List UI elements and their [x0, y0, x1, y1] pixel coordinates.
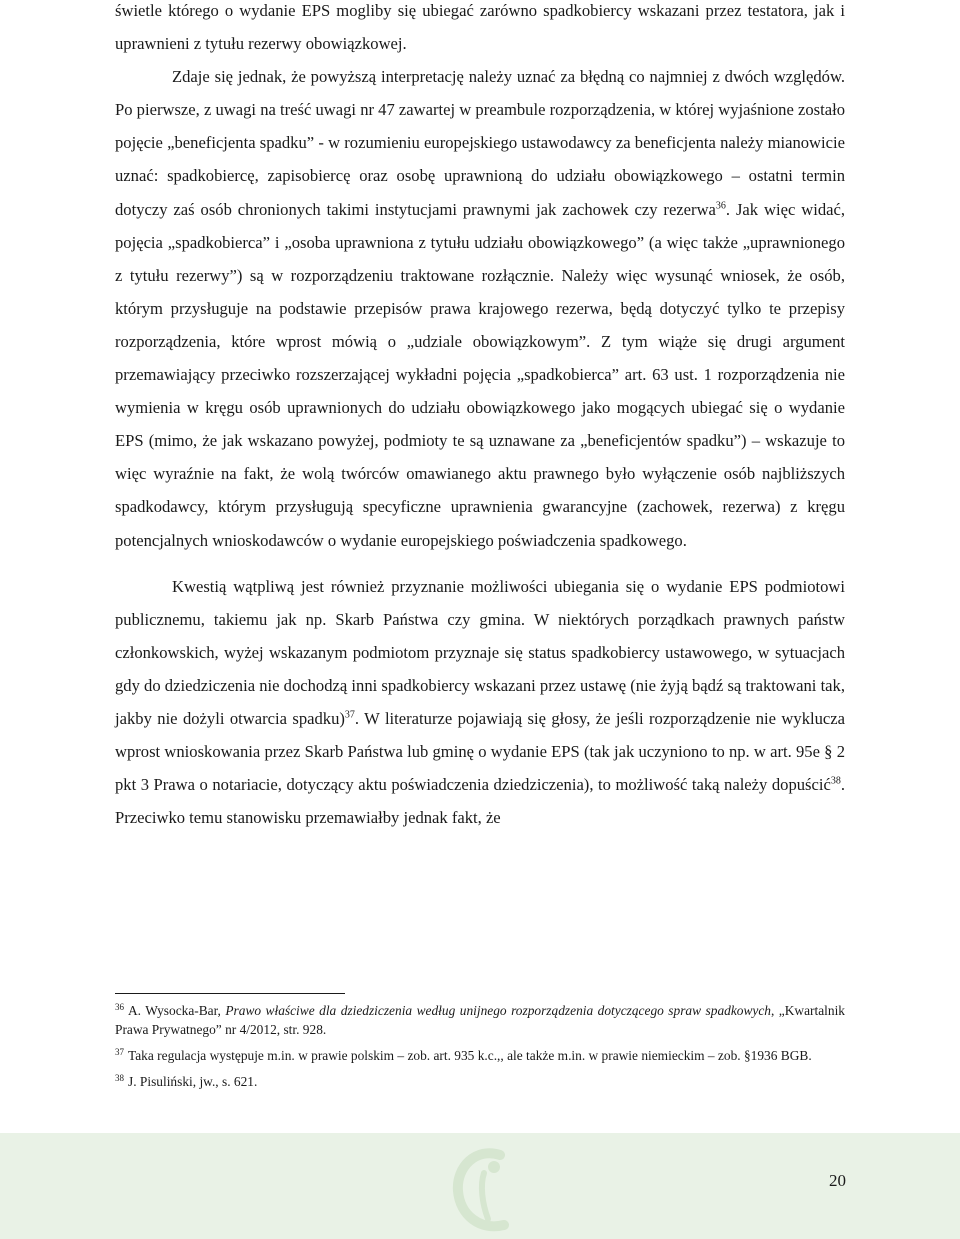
footnote-separator [115, 993, 345, 994]
footnote-text: J. Pisuliński, jw., s. 621. [128, 1074, 258, 1089]
footnote-number: 38 [115, 1072, 124, 1083]
footnote-text: Taka regulacja występuje m.in. w prawie polskim – zob. art. 935 k.c.,, ale także m.in. w prawie niemieckim – zob. §1936 BGB. [128, 1048, 812, 1063]
footnote-number: 37 [115, 1046, 124, 1057]
paragraph: Kwestią wątpliwą jest również przyznanie możliwości ubiegania się o wydanie EPS podmiotowi publicznemu, takiemu jak np. Skarb Państwa czy gmina. W niektórych porządkach prawnych państw członkowskich, wyżej wskazanym podmiotom przyznaje się status spadkobiercy ustawowego, w sytuacjach gdy do dziedziczenia nie dochodzą inni spadkobiercy wskazani przez ustawę (nie żyją bądź są traktowani tak, jakby nie dożyli otwarcia spadku)$^{37}$. W literaturze pojawiają się głosy, że jeśli rozporządzenie nie wyklucza wprost wnioskowania przez Skarb Państwa lub gminę o wydanie EPS (tak jak uczyniono to np. w art. 95e § 2 pkt 3 Prawa o notariacie, dotyczący aktu poświadczenia dziedziczenia), to możliwość taką należy dopuścić$^{38}$. Przeciwko temu stanowisku przemawiałby jednak fakt, że [115, 576, 846, 828]
page-body [115, 0, 845, 834]
paragraph: Zdaje się jednak, że powyższą interpretację należy uznać za błędną co najmniej z dwóch względów. Po pierwsze, z uwagi na treść uwagi nr 47 zawartej w preambule rozporządzenia, w której wyjaśnione zostało pojęcie „beneficjenta spadku” - w rozumieniu europejskiego ustawodawcy za beneficjenta należy mianowicie uznać: spadkobiercę, zapisobiercę oraz osobę uprawnioną do udziału obowiązkowego – ostatni termin dotyczy zaś osób chronionych takimi instytucjami prawnymi jak zachowek czy rezerwa$^{36}$. Jak więc widać, pojęcia „spadkobierca” i „osoba uprawniona z tytułu udziału obowiązkowego” (a więc także „uprawnionego z tytułu rezerwy”) są w rozporządzeniu traktowane rozłącznie. Należy więc wysunąć wniosek, że osób, którym przysługuje na podstawie przepisów prawa krajowego rezerwa, będą dotyczyć tylko te przepisy rozporządzenia, które wprost mówią o „udziale obowiązkowym”. Z tym wiąże się drugi argument przemawiający przeciwko rozszerzającej wykładni pojęcia „spadkobierca” art. 63 ust. 1 rozporządzenia nie wymienia w kręgu osób uprawnionych do udziału obowiązkowego jako mogących ubiegać się o wydanie EPS (mimo, że jak wskazano powyżej, podmioty te są uznawane za „beneficjentów spadku”) – wskazuje to więc wyraźnie na fakt, że wolą twórców omawianego aktu prawnego było wyłączenie osób najbliższych spadkodawcy, którym przysługują specyficzne uprawnienia gwarancyjne (zachowek, rezerwa) z kręgu potencjalnych wnioskodawców o wydanie europejskiego poświadczenia spadkowego. [115, 67, 846, 550]
footnote [115, 1072, 845, 1091]
footnote-number: 36 [115, 1001, 124, 1012]
stylized-c-emblem-icon [438, 1133, 528, 1239]
page-number: 20 [829, 1171, 846, 1190]
footnotes [115, 1001, 845, 1098]
footnote [115, 1001, 845, 1039]
footnote [115, 1046, 845, 1065]
footnote-text: A. Wysocka-Bar, Prawo właściwe dla dziedziczenia według unijnego rozporządzenia dotyczącego spraw spadkowych, „Kwartalnik Prawa Prywatnego” nr 4/2012, str. 928. [115, 1003, 845, 1037]
paragraph: świetle którego o wydanie EPS mogliby się ubiegać zarówno spadkobiercy wskazani przez testatora, jak i uprawnieni z tytułu rezerwy obowiązkowej. [115, 1, 845, 54]
